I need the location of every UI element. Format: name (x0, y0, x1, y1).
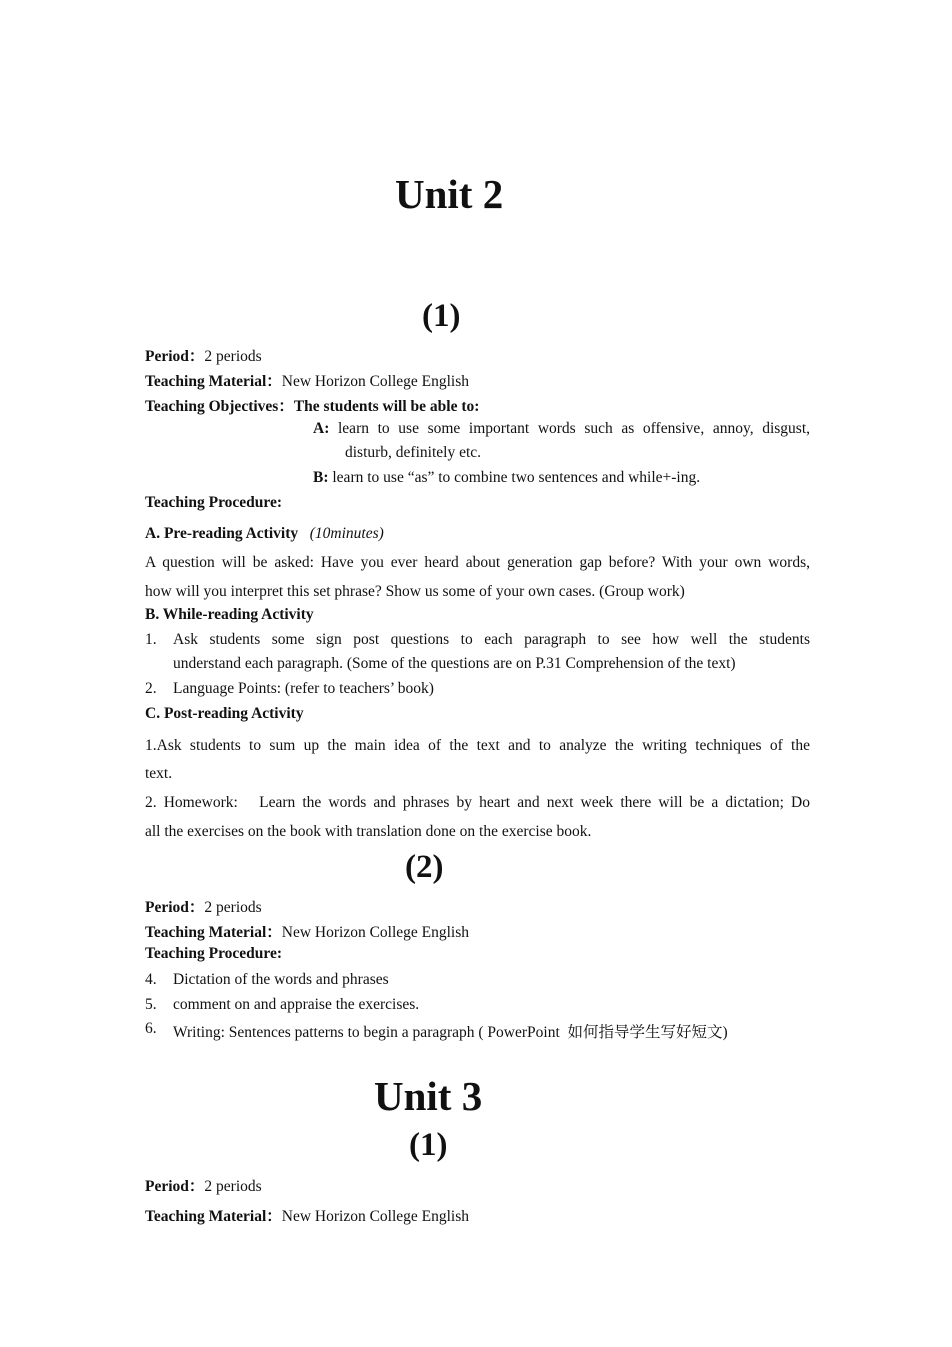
material-label: Teaching Material： (145, 373, 282, 390)
material-value: New Horizon College English (281, 924, 470, 941)
objectives-intro: The students will be able to: (293, 398, 480, 415)
material-value: New Horizon College English (281, 1208, 470, 1225)
pre-reading-time: (10minutes) (309, 525, 384, 542)
objective-a-label: A: (313, 420, 330, 437)
period-label: Period： (145, 899, 205, 916)
pre-reading-text-2: how will you interpret this set phrase? Show us some of your own cases. (Group work) (145, 583, 685, 600)
period-value: 2 periods (204, 348, 262, 365)
list-item-text: comment on and appraise the exercises. (173, 996, 420, 1013)
objective-a-line-2: disturb, definitely etc. (345, 444, 482, 461)
pre-reading-title: A. Pre-reading Activity (145, 525, 299, 542)
period-value: 2 periods (204, 1178, 262, 1195)
post-reading-item-2-line-2: all the exercises on the book with translation done on the exercise book. (145, 823, 592, 840)
list-item-text: Dictation of the words and phrases (173, 971, 389, 988)
objective-a-line-1 (313, 420, 810, 438)
material-value: New Horizon College English (281, 373, 470, 390)
list-item-number: 6. (145, 1020, 157, 1037)
post-reading-item-1-line-1: 1.Ask students to sum up the main idea of the text and to analyze the writing techniques of the (145, 737, 810, 754)
procedure-heading: Teaching Procedure: (145, 494, 283, 511)
list-item-number: 5. (145, 996, 157, 1013)
list-item-number: 2. (145, 680, 157, 697)
material-line (145, 920, 469, 942)
list-item-number: 4. (145, 971, 157, 988)
period-line (145, 344, 262, 366)
period-value: 2 periods (204, 899, 262, 916)
unit-2-part-1-heading: (1) (422, 298, 461, 334)
list-item-number: 1. (145, 631, 157, 648)
objective-b-text: learn to use “as” to combine two sentences and while+-ing. (332, 469, 701, 486)
list-item-text: Ask students some sign post questions to each paragraph to see how well the students (173, 631, 810, 648)
objectives-label: Teaching Objectives： (145, 398, 294, 415)
pre-reading-text-1: A question will be asked: Have you ever heard about generation gap before? With your own words, (145, 554, 810, 571)
list-item-text: understand each paragraph. (Some of the questions are on P.31 Comprehension of the text) (173, 655, 736, 672)
list-item-text: Writing: Sentences patterns to begin a paragraph ( PowerPoint 如何指导学生写好短文) (173, 1024, 728, 1041)
list-item-text: Language Points: (refer to teachers’ book) (173, 680, 434, 697)
pre-reading-heading (145, 525, 384, 543)
period-line (145, 895, 262, 917)
objective-b-line (313, 469, 700, 487)
period-label: Period： (145, 348, 205, 365)
period-line (145, 1174, 262, 1196)
objectives-line (145, 394, 479, 416)
unit-3-part-1-heading: (1) (409, 1127, 448, 1163)
material-label: Teaching Material： (145, 1208, 282, 1225)
post-reading-heading: C. Post-reading Activity (145, 705, 304, 722)
objective-a-text-1: learn to use some important words such as offensive, annoy, disgust, (338, 420, 810, 437)
unit-2-title: Unit 2 (395, 171, 504, 217)
unit-3-title: Unit 3 (374, 1073, 483, 1119)
procedure-heading: Teaching Procedure: (145, 945, 283, 962)
period-label: Period： (145, 1178, 205, 1195)
material-line (145, 1204, 469, 1226)
material-label: Teaching Material： (145, 924, 282, 941)
post-reading-item-2-line-1: 2. Homework: Learn the words and phrases by heart and next week there will be a dictation; Do (145, 794, 810, 811)
while-reading-heading: B. While-reading Activity (145, 606, 314, 623)
post-reading-item-1-line-2: text. (145, 765, 173, 782)
objective-b-label: B: (313, 469, 329, 486)
unit-2-part-2-heading: (2) (405, 849, 444, 885)
material-line (145, 369, 469, 391)
